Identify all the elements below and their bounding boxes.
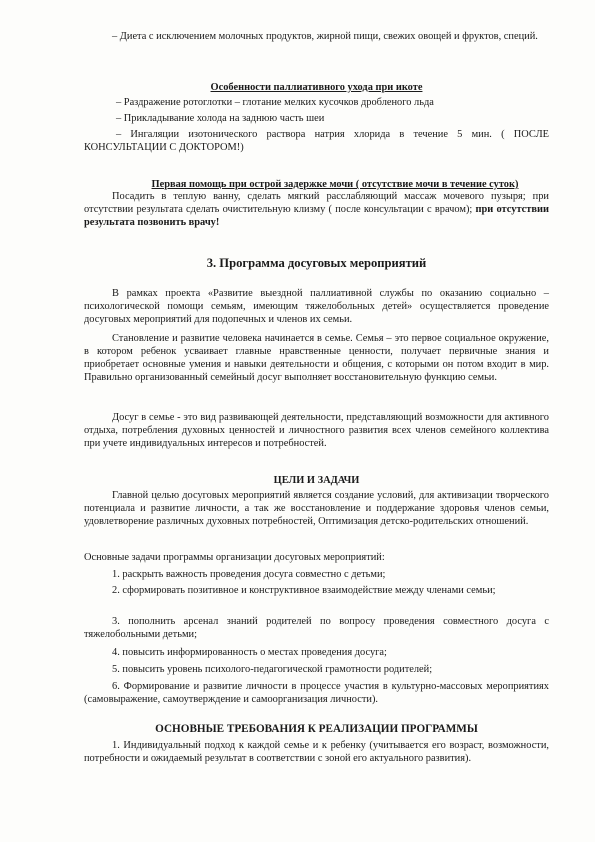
task-item-4: 4. повысить информированность о местах проведения досуга;: [112, 647, 387, 658]
hiccup-item-1: – Раздражение ротоглотки – глотание мелких кусочков дробленого льда: [116, 97, 434, 108]
urine-text: Посадить в теплую ванну, сделать мягкий расслабляющий массаж мочевого пузыря; при отсутствии результата сделать очистительную клизму ( после консультации с врачом);: [84, 191, 549, 216]
section-3-paragraph-1: В рамках проекта «Развитие выездной паллиативной службы по оказанию социально – психологической помощи семьям, имеющим тяжелобольных детей» осуществляется проведение досуговых мероприятий для подопечных и членов их семьи.: [84, 288, 549, 326]
hiccup-heading: Особенности паллиативного ухода при икоте: [210, 82, 423, 93]
urine-call-doctor: при отсутствии результата позвонить врачу!: [84, 204, 549, 229]
section-3-paragraph-2: Становление и развитие человека начинается в семье. Семья – это первое социальное окружение, в котором ребенок усваивает главные нравственные ценности, получает первичные знания и приобретает основные умения и навыки деятельности и общения, с которыми он потом входит в мир. Правильно организованный семейный досуг выполняет восстановительную функцию семьи.: [84, 333, 549, 384]
tasks-intro: Основные задачи программы организации досуговых мероприятий:: [84, 552, 385, 563]
urine-heading: Первая помощь при острой задержке мочи ( отсутствие мочи в течение суток): [151, 179, 519, 190]
urine-paragraph: [84, 190, 549, 229]
requirements-heading: ОСНОВНЫЕ ТРЕБОВАНИЯ К РЕАЛИЗАЦИИ ПРОГРАММЫ: [155, 723, 478, 735]
task-item-1: 1. раскрыть важность проведения досуга совместно с детьми;: [112, 569, 386, 580]
task-item-5: 5. повысить уровень психолого-педагогической грамотности родителей;: [112, 664, 433, 675]
section-3-paragraph-3: Досуг в семье - это вид развивающей деятельности, представляющий возможности для активного отдыха, потребления духовных ценностей и личностного развития всех членов семейного коллектива при учете индивидуальных интересов и потребностей.: [84, 412, 549, 450]
goals-paragraph: Главной целью досуговых мероприятий является создание условий, для активизации творческого потенциала и развитие личности, а так же восстановление и поддержание здоровья членов семьи, удовлетворение различных духовных потребностей, Оптимизация детско-родительских отношений.: [84, 490, 549, 528]
section-3-title: 3. Программа досуговых мероприятий: [206, 256, 427, 270]
goals-heading: ЦЕЛИ И ЗАДАЧИ: [273, 475, 360, 486]
task-item-6: 6. Формирование и развитие личности в процессе участия в культурно-массовых мероприятиях (самовыражение, самоутверждение и самоорганизация личности).: [84, 681, 549, 706]
task-item-2: 2. сформировать позитивное и конструктивное взаимодействие между членами семьи;: [112, 585, 496, 596]
hiccup-item-3: – Ингаляции изотонического раствора натрия хлорида в течение 5 мин. ( ПОСЛЕ КОНСУЛЬТАЦИИ С ДОКТОРОМ!): [84, 129, 549, 154]
requirements-paragraph: 1. Индивидуальный подход к каждой семье и к ребенку (учитывается его возраст, возможности, потребности и ожидаемый результат в соответствии с зоной его актуального развития).: [84, 740, 549, 765]
hiccup-item-2: – Прикладывание холода на заднюю часть шеи: [116, 113, 325, 124]
intro-paragraph: – Диета с исключением молочных продуктов, жирной пищи, свежих овощей и фруктов, специй.: [112, 31, 538, 42]
task-item-3: 3. пополнить арсенал знаний родителей по вопросу проведения совместного досуга с тяжелобольными детьми;: [84, 616, 549, 641]
